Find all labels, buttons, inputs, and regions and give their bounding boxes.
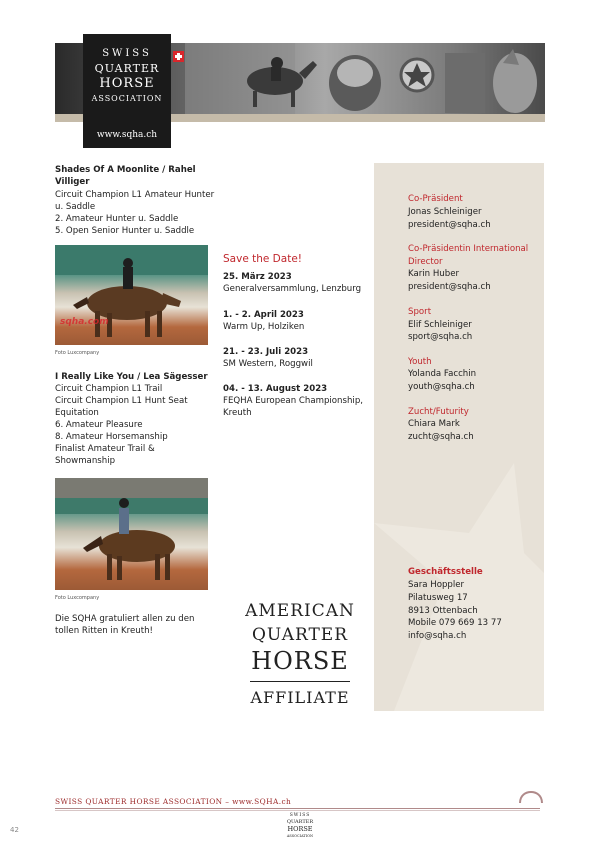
- footer-logo-line1: SWISS: [289, 813, 311, 818]
- affiliate-line1: AMERICAN: [245, 601, 355, 621]
- entry2-title: I Really Like You / Lea Sägesser: [55, 372, 208, 382]
- photo1-credit: Foto Luxcompany: [55, 350, 100, 356]
- event-2: [223, 309, 368, 333]
- entry2-line: Circuit Champion L1 Hunt Seat Equitation: [55, 396, 188, 418]
- logo-website[interactable]: www.sqha.ch: [96, 130, 158, 140]
- event-1: [223, 271, 368, 295]
- footer-logo: [285, 813, 315, 845]
- entry2-line: 6. Amateur Pleasure: [55, 420, 143, 430]
- event-date: 04. - 13. August 2023: [223, 384, 328, 394]
- logo-line4: ASSOCIATION: [91, 94, 163, 103]
- save-the-date-heading: Save the Date!: [223, 253, 302, 265]
- event-3: [223, 346, 368, 370]
- event-date: 25. März 2023: [223, 272, 292, 282]
- contact-name-1: Jonas Schleiniger: [408, 207, 482, 217]
- page-number: 42: [10, 826, 19, 834]
- entry2-results: [55, 383, 215, 467]
- photo-rider-1: [55, 245, 208, 345]
- logo-line1: SWISS: [102, 48, 152, 59]
- logo-line2: QUARTER: [94, 62, 160, 75]
- office-city: 8913 Ottenbach: [408, 606, 478, 616]
- contact-email-1[interactable]: president@sqha.ch: [408, 220, 491, 230]
- contact-email-2[interactable]: president@sqha.ch: [408, 282, 491, 292]
- photo-rider-2: [55, 478, 208, 590]
- contact-name-2: Karin Huber: [408, 269, 460, 279]
- horseshoe-icon: [518, 791, 544, 805]
- logo-line3: HORSE: [99, 76, 155, 91]
- event-description: FEQHA European Championship, Kreuth: [223, 396, 364, 418]
- office-phone: Mobile 079 669 13 77: [408, 618, 502, 628]
- entry1-line: 5. Open Senior Hunter u. Saddle: [55, 226, 195, 236]
- affiliate-line4: AFFILIATE: [250, 688, 350, 707]
- entry1-line: Circuit Champion L1 Amateur Hunter u. Saddle: [55, 190, 215, 212]
- event-description: SM Western, Roggwil: [223, 359, 313, 369]
- contact-role-1: Co-Präsident: [408, 194, 463, 204]
- footer-logo-line2: QUARTER: [286, 819, 314, 825]
- office-email[interactable]: info@sqha.ch: [408, 631, 467, 641]
- contact-role-4: Youth: [408, 357, 432, 367]
- event-description: Generalversammlung, Lenzburg: [223, 284, 362, 294]
- entry2-line: Circuit Champion L1 Trail: [55, 384, 163, 394]
- affiliate-line2: QUARTER: [251, 625, 349, 645]
- office-street: Pilatusweg 17: [408, 593, 468, 603]
- event-description: Warm Up, Holziken: [223, 322, 305, 332]
- photo2-credit: Foto Luxcompany: [55, 595, 100, 601]
- entry1-results: [55, 189, 215, 237]
- contact-name-4: Yolanda Facchin: [408, 369, 477, 379]
- horse-rider-image-2: [55, 478, 208, 590]
- contact-email-4[interactable]: youth@sqha.ch: [408, 382, 475, 392]
- entry2-line: 8. Amateur Horsemanship: [55, 432, 168, 442]
- entry2-line: Finalist Amateur Trail & Showmanship: [55, 444, 155, 466]
- footer-logo-line3: HORSE: [287, 825, 313, 833]
- sqha-logo[interactable]: [83, 34, 171, 148]
- contact-email-3[interactable]: sport@sqha.ch: [408, 332, 473, 342]
- contact-role-5: Zucht/Futurity: [408, 407, 469, 417]
- contact-email-5[interactable]: zucht@sqha.ch: [408, 432, 474, 442]
- event-date: 1. - 2. April 2023: [223, 310, 304, 320]
- contact-name-5: Chiara Mark: [408, 419, 460, 429]
- affiliate-line3: HORSE: [251, 647, 349, 675]
- footer-logo-line4: ASSOCIATION: [286, 834, 314, 838]
- office-name: Sara Hoppler: [408, 580, 465, 590]
- footer-divider-secondary: [55, 810, 540, 811]
- affiliate-divider: [250, 681, 350, 682]
- entry1-title: Shades Of A Moonlite / Rahel Villiger: [55, 165, 196, 187]
- event-date: 21. - 23. Juli 2023: [223, 347, 309, 357]
- contact-name-3: Elif Schleiniger: [408, 320, 472, 330]
- entry1-line: 2. Amateur Hunter u. Saddle: [55, 214, 179, 224]
- contact-role-3: Sport: [408, 307, 432, 317]
- photo-watermark: sqha.com: [60, 317, 109, 327]
- swiss-flag-icon: [173, 51, 184, 62]
- horse-rider-image-1: [55, 245, 208, 345]
- event-4: [223, 383, 368, 419]
- office-title: Geschäftsstelle: [408, 567, 483, 577]
- contact-role-2: Co-Präsidentin International Director: [408, 244, 529, 267]
- footer-text: SWISS QUARTER HORSE ASSOCIATION – www.SQHA.ch: [55, 797, 292, 806]
- congratulations-text: Die SQHA gratuliert allen zu den tollen Ritten in Kreuth!: [55, 614, 195, 636]
- footer-divider: [55, 808, 540, 809]
